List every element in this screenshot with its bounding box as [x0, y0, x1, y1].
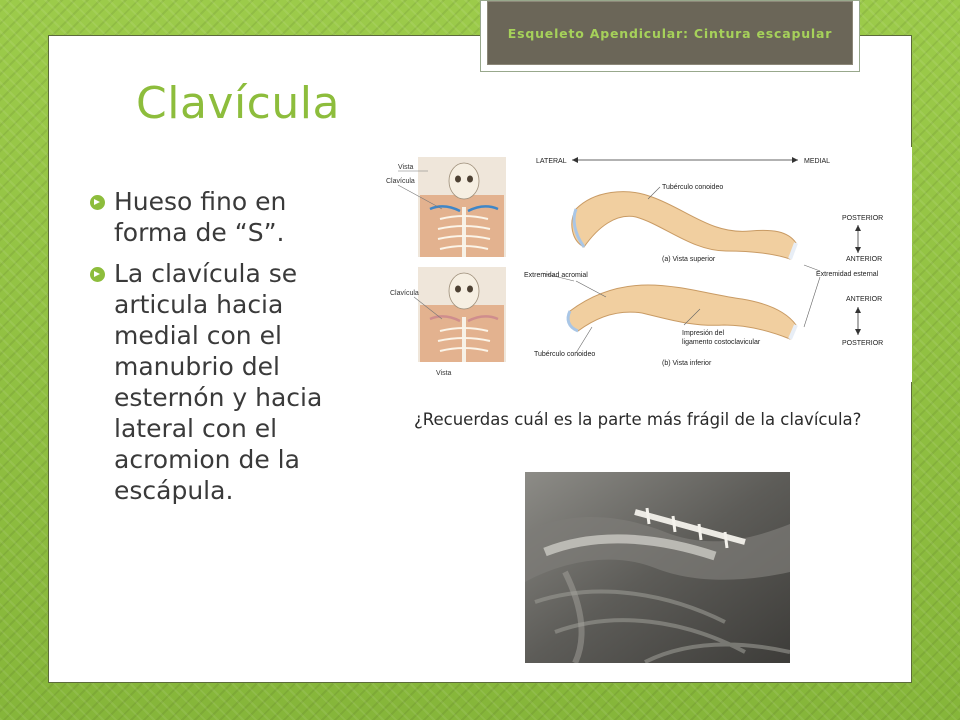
skeleton-figure-top — [418, 157, 506, 257]
diagram-label: Impresión del — [682, 330, 725, 337]
section-header-tab — [480, 0, 860, 72]
section-header-box — [487, 1, 853, 65]
bullet-item — [90, 186, 360, 248]
bullet-list — [90, 186, 360, 516]
diagram-label: Clavícula — [390, 290, 419, 297]
question-text: ¿Recuerdas cuál es la parte más frágil de la clavícula? — [414, 410, 862, 429]
axis-medial-label: MEDIAL — [804, 158, 831, 165]
slide-title: Clavícula — [136, 78, 340, 129]
section-header-text: Esqueleto Apendicular: Cintura escapular — [507, 25, 833, 41]
diagram-label: ligamento costoclavicular — [682, 339, 761, 346]
diagram-label: Clavícula — [386, 178, 415, 185]
bullet-text: La clavícula se articula hacia medial con el manubrio del esternón y hacia lateral con el acromion de la escápula. — [114, 259, 323, 505]
diagram-label: Tubérculo conoideo — [534, 351, 596, 358]
diagram-label: Vista — [436, 370, 452, 377]
clavicle-anatomy-diagram — [380, 147, 912, 382]
diagram-label: POSTERIOR — [842, 215, 884, 222]
diagram-label: Vista — [398, 164, 414, 171]
axis-lateral-label: LATERAL — [536, 158, 567, 165]
diagram-label: Extremidad esternal — [816, 271, 879, 278]
diagram-label: ANTERIOR — [846, 296, 883, 303]
diagram-label: (b) Vista inferior — [662, 360, 712, 367]
clavicle-superior-view — [572, 192, 796, 259]
bullet-item — [90, 258, 360, 506]
diagram-label: ANTERIOR — [846, 256, 883, 263]
diagram-label: Tubérculo conoideo — [662, 184, 724, 191]
bullet-arrow-icon — [90, 267, 105, 282]
diagram-label: Extremidad acromial — [524, 272, 588, 279]
bullet-text: Hueso fino en forma de “S”. — [114, 187, 287, 247]
clavicle-xray-image — [525, 472, 790, 663]
diagram-label: (a) Vista superior — [662, 256, 716, 263]
bullet-arrow-icon — [90, 195, 105, 210]
diagram-label: POSTERIOR — [842, 340, 884, 347]
skeleton-figure-bottom — [418, 267, 506, 362]
